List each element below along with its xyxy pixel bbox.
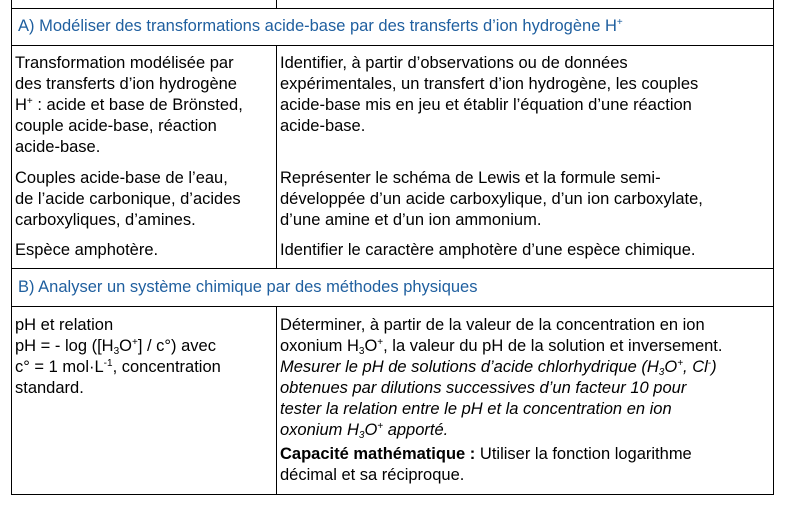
section-b-title	[18, 277, 478, 298]
text-line	[280, 336, 722, 357]
superscript: +	[677, 358, 684, 369]
column-divider	[276, 306, 277, 494]
superscript: +	[377, 337, 384, 348]
text-fragment: )	[711, 358, 717, 376]
row3-right-text	[280, 240, 696, 261]
row-rule	[11, 8, 774, 9]
text-line: acide-base.	[15, 138, 101, 156]
text-line: expérimentales, un transfert d’ion hydrogène, les couples	[280, 75, 699, 93]
subscript: 3	[658, 367, 665, 378]
text-line: tester la relation entre le pH et la concentration en ion	[280, 400, 672, 418]
text-line: acide-base.	[280, 117, 366, 135]
text-fragment: apporté.	[383, 421, 449, 439]
text-line: Déterminer, à partir de la valeur de la concentration en ion	[280, 316, 705, 334]
text-line	[280, 444, 722, 465]
text-line: des transferts d’ion hydrogène	[15, 75, 237, 93]
text-fragment: O	[364, 421, 378, 439]
table-border-left	[11, 0, 12, 495]
row3-left-text	[15, 240, 158, 261]
row2-left-text	[15, 168, 241, 231]
text-line: carboxyliques, d’amines.	[15, 211, 196, 229]
row1-right-text	[280, 53, 698, 137]
section-a-title-text: A) Modéliser des transformations acide-base par des transferts d’ion hydrogène H	[18, 17, 617, 35]
text-line: de l’acide carbonique, d’acides	[15, 190, 241, 208]
subscript: 3	[358, 346, 365, 357]
text-line: pH et relation	[15, 316, 114, 334]
table-border-bottom	[11, 494, 774, 495]
text-fragment: O	[364, 337, 378, 355]
text-fragment-bold: Capacité mathématique :	[280, 445, 476, 463]
text-line: standard.	[15, 379, 84, 397]
text-line	[15, 95, 243, 116]
text-line: obtenues par dilutions successives d’un facteur 10 pour	[280, 379, 687, 397]
curriculum-table	[11, 0, 774, 495]
text-line: Représenter le schéma de Lewis et la formule semi-	[280, 169, 661, 187]
text-line: acide-base mis en jeu et établir l’équation d’une réaction	[280, 96, 692, 114]
text-line: décimal et sa réciproque.	[280, 466, 465, 484]
superscript: +	[131, 337, 138, 348]
text-line: Transformation modélisée par	[15, 54, 234, 72]
text-line: couple acide-base, réaction	[15, 117, 217, 135]
section-b-right-text	[280, 315, 722, 486]
text-fragment: ] / c°) avec	[137, 337, 216, 355]
text-line	[15, 357, 221, 378]
row-rule	[11, 45, 774, 46]
superscript: -	[707, 358, 712, 369]
superscript: +	[26, 96, 33, 107]
row-rule	[11, 306, 774, 307]
text-fragment: Utiliser la fonction logarithme	[475, 445, 692, 463]
text-line	[280, 357, 722, 378]
section-a-title	[18, 16, 623, 37]
text-fragment: : acide et base de Brönsted,	[32, 96, 243, 114]
text-fragment: c° = 1 mol·L	[15, 358, 104, 376]
row-rule	[11, 268, 774, 269]
text-fragment: oxonium H	[280, 337, 359, 355]
text-line: d’une amine et d’un ion ammonium.	[280, 211, 542, 229]
section-b-left-text	[15, 315, 221, 399]
text-fragment: H	[15, 96, 27, 114]
column-divider-top	[276, 0, 277, 8]
row2-right-text	[280, 168, 703, 231]
superscript: +	[377, 421, 384, 432]
text-fragment: Mesurer le pH de solutions d’acide chlorhydrique (H	[280, 358, 659, 376]
subscript: 3	[358, 430, 365, 441]
text-line: Couples acide-base de l’eau,	[15, 169, 228, 187]
text-fragment: , Cl	[683, 358, 708, 376]
text-fragment: , concentration	[112, 358, 221, 376]
text-fragment: pH = - log ([H	[15, 337, 114, 355]
text-fragment: O	[119, 337, 132, 355]
text-fragment: O	[664, 358, 678, 376]
text-line: développée d’un acide carboxylique, d’un ion carboxylate,	[280, 190, 703, 208]
superscript: -1	[103, 358, 113, 369]
text-fragment: oxonium H	[280, 421, 359, 439]
text-fragment: , la valeur du pH de la solution et inversement.	[383, 337, 723, 355]
row1-left-text	[15, 53, 243, 158]
section-b-title-text: B) Analyser un système chimique par des méthodes physiques	[18, 278, 478, 296]
text-line: Espèce amphotère.	[15, 241, 159, 259]
table-border-right	[773, 0, 774, 495]
ph-formula	[15, 336, 221, 357]
subscript: 3	[113, 346, 120, 357]
text-line	[280, 420, 722, 441]
text-line: Identifier le caractère amphotère d’une espèce chimique.	[280, 241, 696, 259]
title-superscript: +	[616, 17, 623, 28]
text-line: Identifier, à partir d’observations ou de données	[280, 54, 628, 72]
column-divider	[276, 45, 277, 268]
